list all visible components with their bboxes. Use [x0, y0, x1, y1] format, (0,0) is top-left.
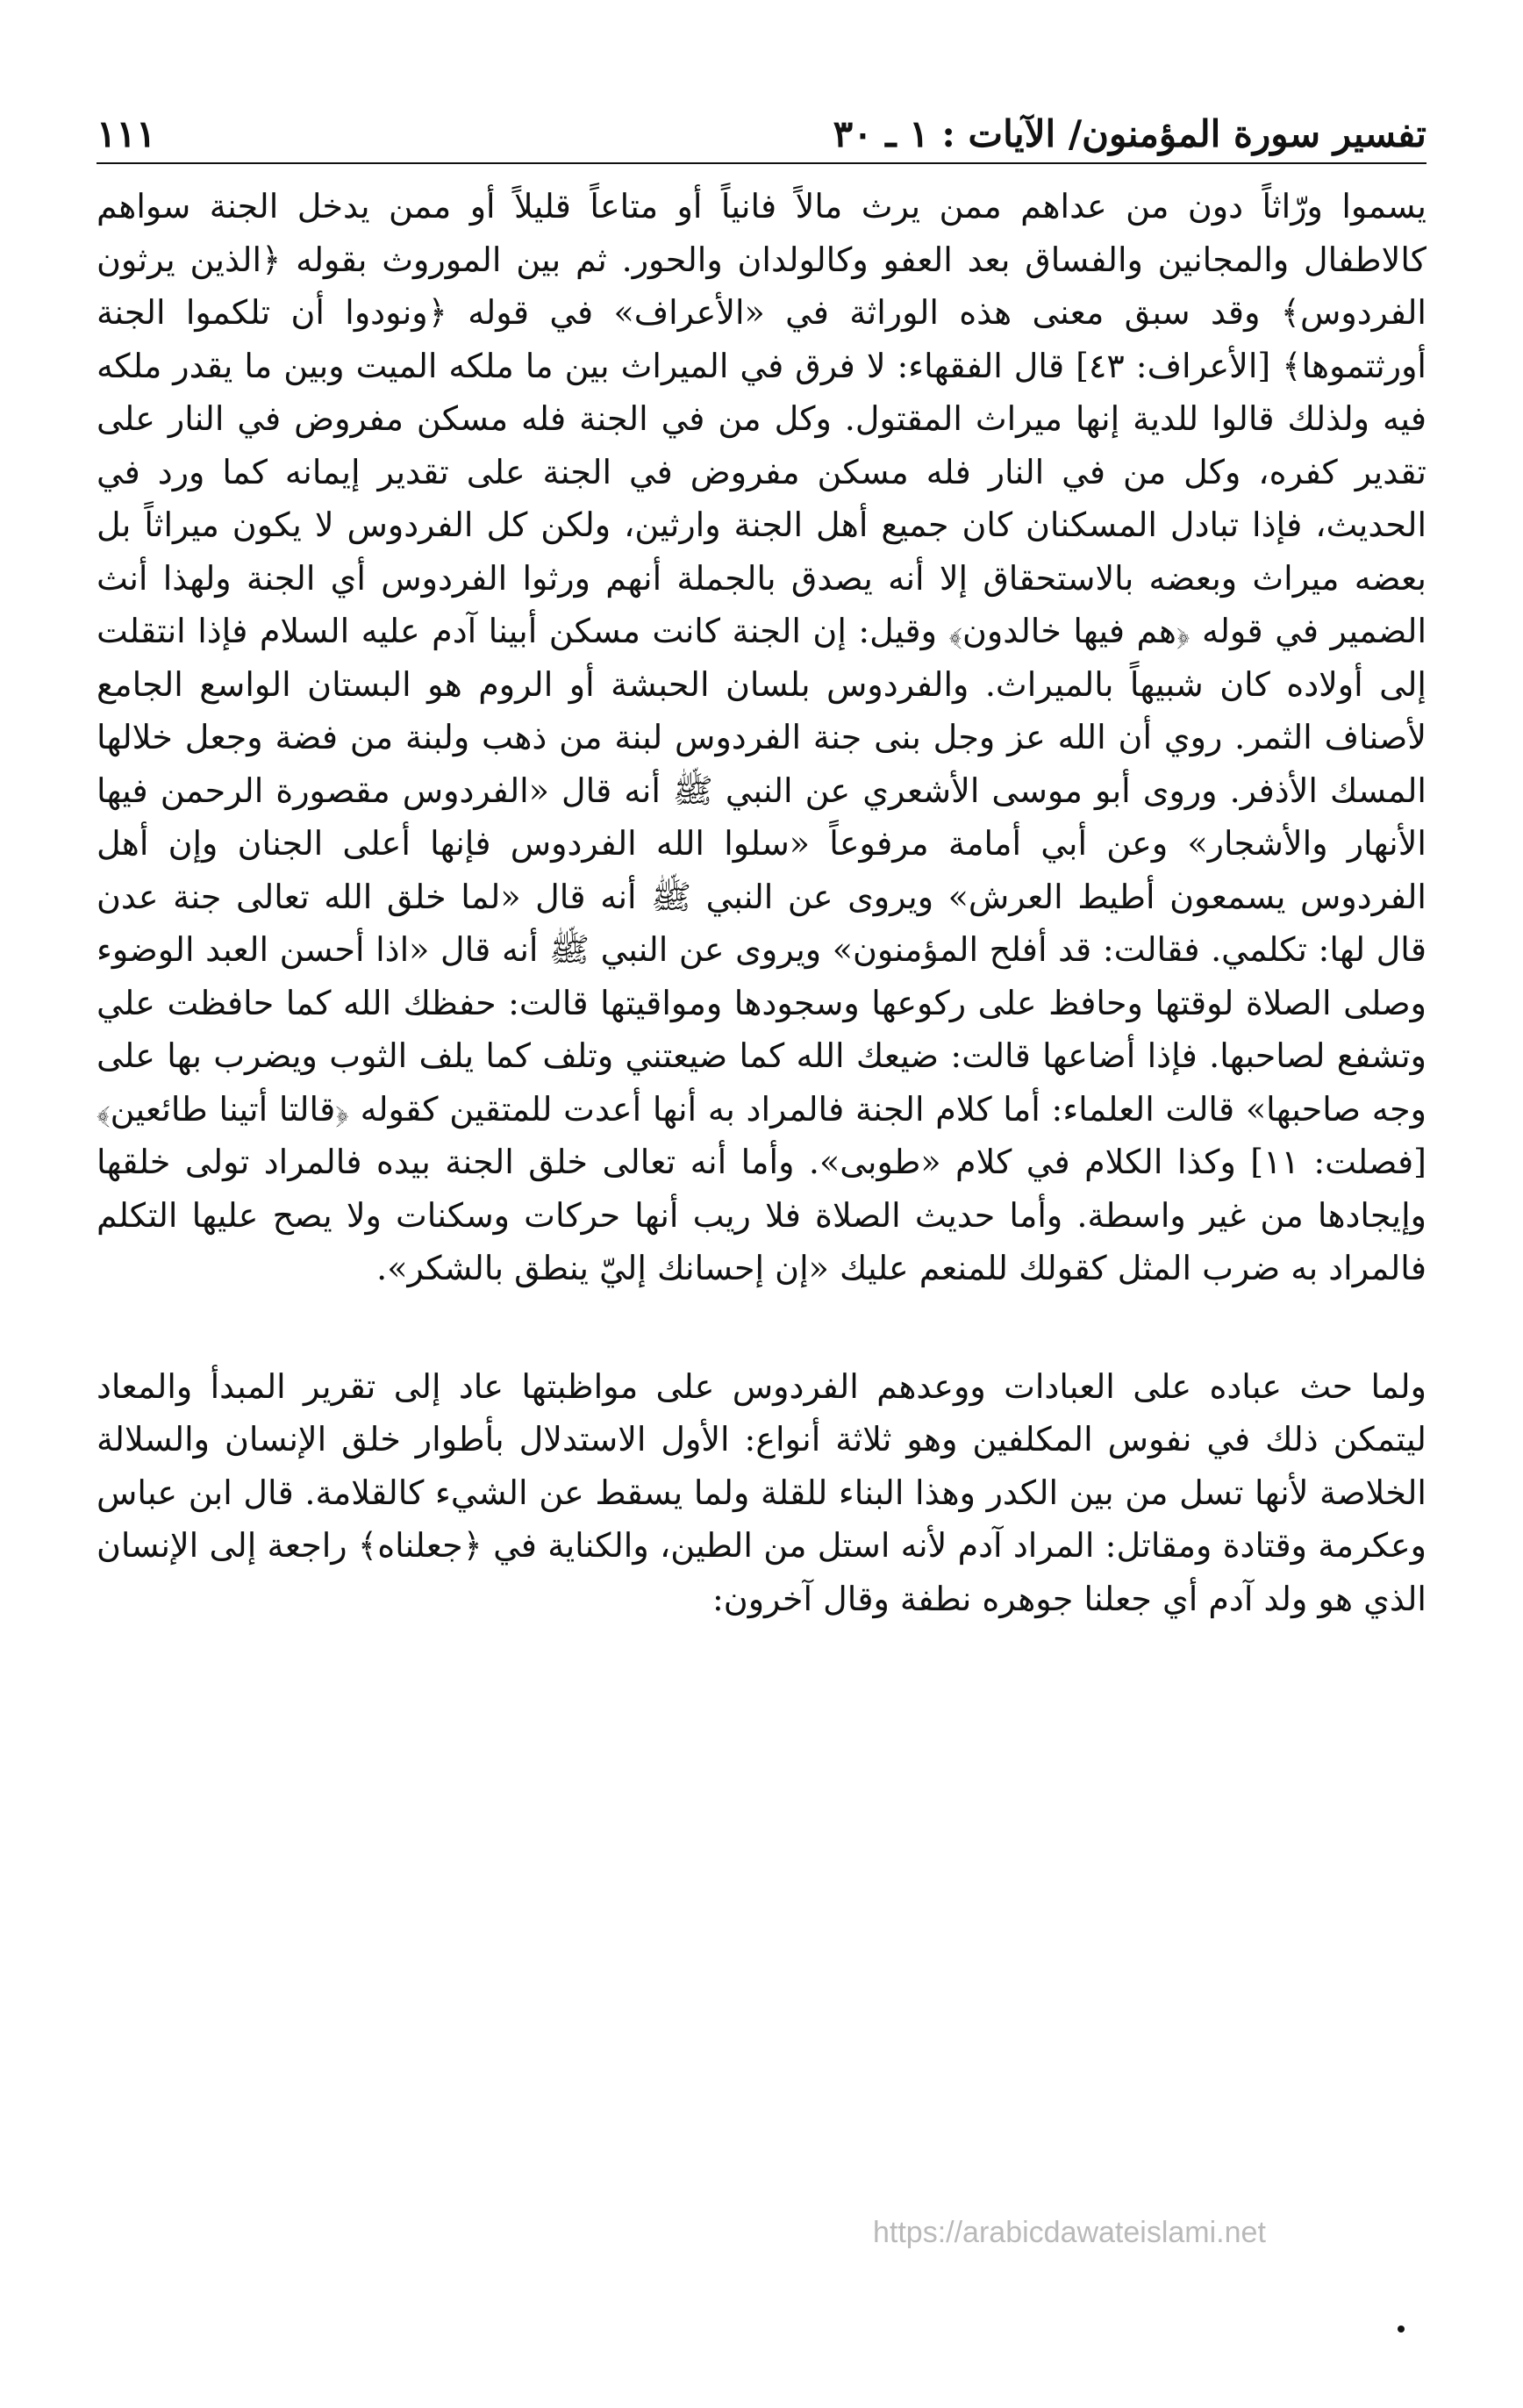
- watermark-url: https://arabicdawateislami.net: [873, 2216, 1266, 2249]
- page-body: [97, 180, 1426, 1625]
- speck-mark: [1398, 2326, 1405, 2333]
- chapter-title: تفسير سورة المؤمنون/ الآيات : ١ ـ ٣٠: [833, 112, 1426, 155]
- page-number: ١١١: [97, 112, 156, 155]
- running-header: [97, 92, 1426, 164]
- paragraph: ولما حث عباده على العبادات ووعدهم الفردوس على مواظبتها عاد إلى تقرير المبدأ والمعاد ليتمكن ذلك في نفوس المكلفين وهو ثلاثة أنواع: الأول الاستدلال بأطوار خلق الإنسان والسلالة الخلاصة لأنها تسل من بين الكدر وهذا البناء للقلة ولما يسقط عن الشيء كالقلامة. قال ابن عباس وعكرمة وقتادة ومقاتل: المراد آدم لأنه استل من الطين، والكناية في ﴿جعلناه﴾ راجعة إلى الإنسان الذي هو ولد آدم أي جعلنا جوهره نطفة وقال آخرون:: [97, 1366, 1426, 1618]
- paragraph: يسموا ورّاثاً دون من عداهم ممن يرث مالاً فانياً أو متاعاً قليلاً أو ممن يدخل الجنة سواهم كالاطفال والمجانين والفساق بعد العفو وكالولدان والحور. ثم بين الموروث بقوله ﴿الذين يرثون الفردوس﴾ وقد سبق معنى هذه الوراثة في «الأعراف» في قوله ﴿ونودوا أن تلكموا الجنة أورثتموها﴾ [الأعراف: ٤٣] قال الفقهاء: لا فرق في الميراث بين ما ملكه الميت وبين ما يقدر ملكه فيه ولذلك قالوا للدية إنها ميراث المقتول. وكل من في الجنة فله مسكن مفروض في النار على تقدير كفره، وكل من في النار فله مسكن مفروض في الجنة على تقدير إيمانه كما ورد في الحديث، فإذا تبادل المسكنان كان جميع أهل الجنة وارثين، ولكن كل الفردوس لا يكون ميراثاً بل بعضه ميراث وبعضه بالاستحقاق إلا أنه يصدق بالجملة أنهم ورثوا الفردوس أي الجنة ولهذا أنث الضمير في قوله ﴿هم فيها خالدون﴾ وقيل: إن الجنة كانت مسكن أبينا آدم عليه السلام فإذا انتقلت إلى أولاده كان شبيهاً بالميراث. والفردوس بلسان الحبشة أو الروم هو البستان الواسع الجامع لأصناف الثمر. روي أن الله عز وجل بنى جنة الفردوس لبنة من ذهب ولبنة من فضة وجعل خلالها المسك الأذفر. وروى أبو موسى الأشعري عن النبي ﷺ أنه قال «الفردوس مقصورة الرحمن فيها الأنهار والأشجار» وعن أبي أمامة مرفوعاً «سلوا الله الفردوس فإنها أعلى الجنان وإن أهل الفردوس يسمعون أطيط العرش» ويروى عن النبي ﷺ أنه قال «لما خلق الله تعالى جنة عدن قال لها: تكلمي. فقالت: قد أفلح المؤمنون» ويروى عن النبي ﷺ أنه قال «اذا أحسن العبد الوضوء وصلى الصلاة لوقتها وحافظ على ركوعها وسجودها ومواقيتها قالت: حفظك الله كما حافظت علي وتشفع لصاحبها. فإذا أضاعها قالت: ضيعك الله كما ضيعتني وتلف كما يلف الثوب ويضرب بها على وجه صاحبها» قالت العلماء: أما كلام الجنة فالمراد به أنها أعدت للمتقين كقوله ﴿قالتا أتينا طائعين﴾ [فصلت: ١١] وكذا الكلام في كلام «طوبى». وأما أنه تعالى خلق الجنة بيده فالمراد تولى خلقها وإيجادها من غير واسطة. وأما حديث الصلاة فلا ريب أنها حركات وسكنات ولا يصح عليها التكلم فالمراد به ضرب المثل كقولك للمنعم عليك «إن إحسانك إليّ ينطق بالشكر».: [97, 187, 1426, 1287]
